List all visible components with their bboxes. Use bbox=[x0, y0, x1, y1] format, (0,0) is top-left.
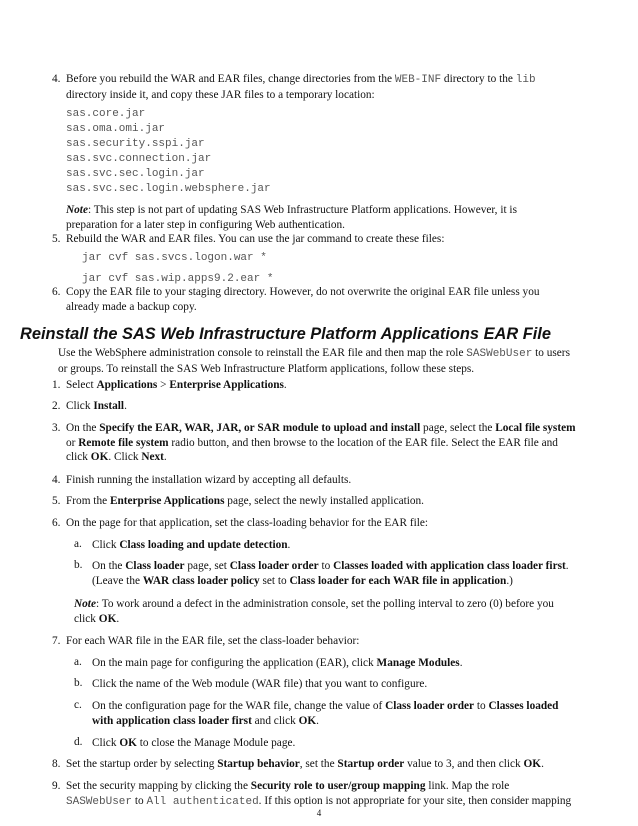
jar-file-name: sas.oma.omi.jar bbox=[66, 123, 166, 136]
step-6a: Click Class loading and update detection. bbox=[92, 539, 291, 551]
jar-file-name: sas.svc.connection.jar bbox=[66, 153, 212, 166]
step-5: 5. From the Enterprise Applications page, select the newly installed application. bbox=[52, 495, 424, 507]
step-3: 3. On the Specify the EAR, WAR, JAR, or SAR module to upload and install page, select the Local file system or Remote file system radio button, and then browse to the location of the EAR file. Select the EAR file and click OK. Click Next. bbox=[52, 422, 576, 464]
page-number: 4 bbox=[316, 808, 322, 818]
step-7c: On the configuration page for the WAR file, change the value of Class loader order to Classes loaded with application class loader first and click OK. bbox=[92, 700, 559, 727]
step-9: 9. Set the security mapping by clicking the Security role to user/group mapping link. Map the role SASWebUser to All authenticated. If this option is not appropriate for your site, then consider mapping bbox=[52, 780, 572, 808]
step-4: 4. Finish running the installation wizard by accepting all defaults. bbox=[52, 474, 352, 486]
note: Note: This step is not part of updating SAS Web Infrastructure Platform applications. However, it is preparation for a later step in configuring Web authentication. bbox=[66, 204, 517, 231]
code-line: jar cvf sas.svcs.logon.war * bbox=[82, 251, 267, 264]
intro-paragraph: Use the WebSphere administration console to reinstall the EAR file and then map the role SASWebUser to users or groups. To reinstall the SAS Web Infrastructure Platform applications, follow these steps. bbox=[58, 347, 570, 375]
list-item-4: 4. Before you rebuild the WAR and EAR files, change directories from the WEB-INF directory to the lib directory inside it, and copy these JAR files to a temporary location: sas.core.jar sas.oma.omi.jar sas.security.sspi.jar sas.svc.connection.jar sas.svc.sec.login.jar sas.svc.sec.login.websphere.jar Note: This step is not part of updating SAS Web Infrastructure Platform applications. However, it is preparation for a later step in configuring Web authentication. bbox=[36, 72, 596, 232]
step-2: 2. Click Install. bbox=[52, 400, 127, 412]
step-7: 7. For each WAR file in the EAR file, set the class-loader behavior: bbox=[52, 635, 360, 647]
jar-file-name: sas.security.sspi.jar bbox=[66, 138, 205, 151]
step-7b: Click the name of the Web module (WAR file) that you want to configure. bbox=[92, 678, 428, 690]
section-heading: Reinstall the SAS Web Infrastructure Platform Applications EAR File bbox=[20, 325, 551, 343]
list-item-5: 5. Rebuild the WAR and EAR files. You can use the jar command to create these files: jar cvf sas.svcs.logon.war * jar cvf sas.wip.apps9.2.ear * bbox=[36, 232, 596, 287]
jar-file-name: sas.svc.sec.login.websphere.jar bbox=[66, 183, 271, 196]
step-6b: On the Class loader page, set Class loader order to Classes loaded with application class loader first. (Leave the WAR class loader policy set to Class loader for each WAR file in application.) bbox=[92, 560, 569, 587]
code-line: jar cvf sas.wip.apps9.2.ear * bbox=[82, 272, 274, 285]
jar-file-name: sas.svc.sec.login.jar bbox=[66, 168, 205, 181]
step-6: 6. On the page for that application, set the class-loading behavior for the EAR file: bbox=[52, 517, 429, 529]
jar-file-list bbox=[66, 107, 596, 197]
step-8: 8. Set the startup order by selecting Startup behavior, set the Startup order value to 3, and then click OK. bbox=[52, 758, 544, 770]
document-page: 4. Before you rebuild the WAR and EAR files, change directories from the WEB-INF directory to the lib directory inside it, and copy these JAR files to a temporary location: sas.core.jar sas.oma.omi.jar sas.security.sspi.jar sas.svc.connection.jar sas.svc.sec.login.jar sas.svc.sec.login.websphere.jar Note: This step is not part of updating SAS Web Infrastructure Platform applications. However, it is preparation for a later step in configuring Web authentication. 5. Rebuild the WAR and EAR files. You can use the jar command to create these files: jar cvf sas.svcs.logon.war * jar cvf sas.wip.apps9.2.ear * 6. Copy the EAR file to your staging directory. However, do not overwrite the original EAR file unless you already made a backup copy. Reinstall the SAS Web Infrastructure Platform Applications EAR File Use the WebSphere administration console to reinstall the EAR file and then map the role SASWebUser to users or groups. To reinstall the SAS Web Infrastructure Platform applications, follow these steps. 1. Select Applications > Enterprise Applications. 2. Click Install. 3. On the Specify the EAR, WAR, JAR, or SAR module to upload and install page, select the Local file system or Remote file system radio button, and then browse to the location of the EAR file. Select the EAR file and click OK. Click Next. 4. Finish running the installation wizard by accepting all defaults. 5. From the Enterprise Applications page, select the newly installed application. 6. On the page for that application, set the class-loading behavior for the EAR file: a. Click Class loading and update detection. b. On the Class loader page, set Class loader order to Classes loaded with application class loader first. (Leave the WAR class loader policy set to Class loader for each WAR file in application.) Note: To work around a defect in the administration console, set the polling interval to zero (0) before you click OK. 7. For each WAR file in the EAR file, set the class-loader behavior: a. On the main page for configuring the application (EAR), click Manage Modules. b. Click the name of the Web module (WAR file) that you want to configure. c. On the configuration page for the WAR file, change the value of Class loader order to Classes loaded with application class loader first and click OK. d. Click OK to close the Manage Module page. 8. Set the startup order by selecting Startup behavior, set the Startup order value to 3, and then click OK. 9. Set the security mapping by clicking the Security role to user/group mapping link. Map the role SASWebUser to All authenticated. If this option is not appropriate for your site, then consider mapping 4 bbox=[0, 0, 638, 826]
jar-file-name: sas.core.jar bbox=[66, 108, 146, 121]
step-1: 1. Select Applications > Enterprise Applications. bbox=[52, 379, 287, 391]
note: Note: To work around a defect in the administration console, set the polling interval to zero (0) before you click OK. bbox=[74, 598, 554, 625]
step-7d: Click OK to close the Manage Module page. bbox=[92, 737, 296, 749]
list-item-6: 6. Copy the EAR file to your staging directory. However, do not overwrite the original EAR file unless you already made a backup copy. bbox=[52, 286, 540, 313]
step-7a: On the main page for configuring the application (EAR), click Manage Modules. bbox=[92, 657, 463, 669]
list-number: 4. bbox=[52, 73, 61, 85]
